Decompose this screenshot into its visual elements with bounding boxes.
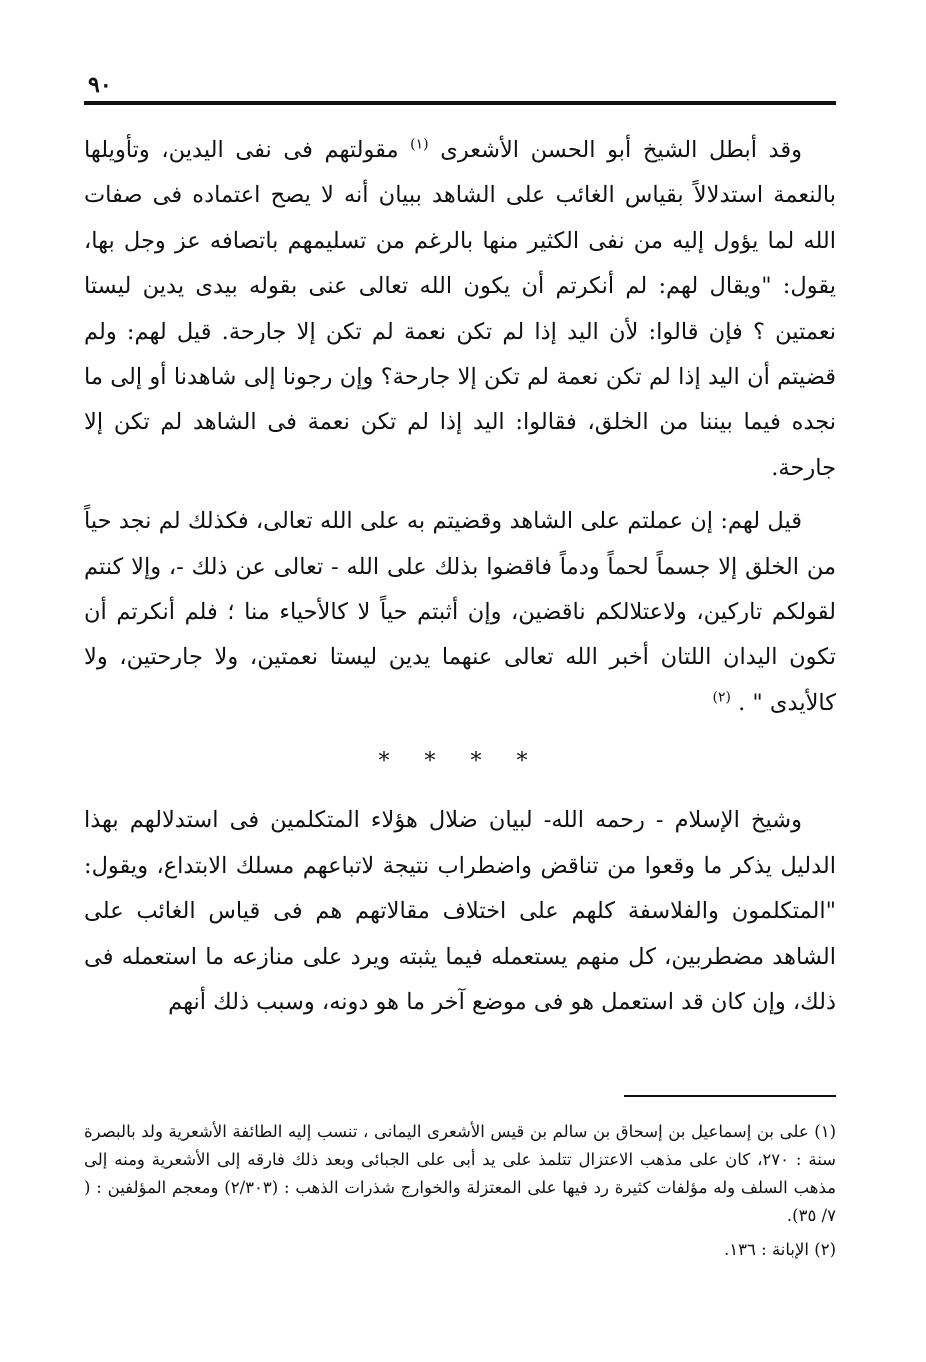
footnote-2: (٢) الإبانة : ١٣٦. bbox=[724, 1240, 836, 1259]
paragraph-3: وشيخ الإسلام - رحمه الله- لبيان ضلال هؤلاء المتكلمين فى استدلالهم بهذا الدليل يذكر ما وقعوا من تناقض واضطراب نتيجة لاتباعهم مسلك الابتداع، ويقول: "المتكلمون والفلاسفة كلهم على اختلاف مقالاتهم هم فى قياس الغائب على الشاهد مضطربين، كل منهم يستعمله فيما يثبته ويرد على منازعه ما استعمله فى ذلك، وإن كان قد استعمل هو فى موضع آخر ما هو دونه، وسبب ذلك أنهم bbox=[84, 807, 836, 1015]
main-text bbox=[84, 128, 836, 1025]
paragraph-2 bbox=[84, 499, 836, 726]
paragraph-1-continued: مقولتهم فى نفى اليدين، وتأويلها بالنعمة استدلالاً بقياس الغائب على الشاهد ببيان أنه لا يصح اعتماده فى صفات الله لما يؤول إليه من نفى الكثير منها بالرغم من تسليمهم باتصافه عز وجل بها، يقول: "ويقال لهم: لم أنكرتم أن يكون الله تعالى عنى بقوله بيدى يدين ليستا نعمتين ؟ فإن قالوا: لأن اليد إذا لم تكن نعمة لم تكن إلا جارحة. قيل لهم: ولم قضيتم أن اليد إذا لم تكن نعمة لم تكن إلا جارحة؟ وإن رجونا إلى شاهدنا أو إلى ما نجده فيما بيننا من الخلق، فقالوا: اليد إذا لم تكن نعمة فى الشاهد لم تكن إلا جارحة. bbox=[84, 137, 836, 481]
footnote-1: (١) على بن إسماعيل بن إسحاق بن سالم بن قيس الأشعرى اليمانى ، تنسب إليه الطائفة الأشعرية ولد بالبصرة سنة : ٢٧٠، كان على مذهب الاعتزال تتلمذ على يد أبى على الجبائى وبعد ذلك فارقه إلى الأشعرية ومنه إلى مذهب السلف وله مؤلفات كثيرة رد فيها على المعتزلة والخوارج شذرات الذهب : (٢/٣٠٣) ومعجم المؤلفين : ( ٧/ ٣٥). bbox=[84, 1122, 836, 1225]
footnote-ref-2: (٢) bbox=[712, 689, 731, 706]
footnotes bbox=[84, 1118, 836, 1270]
footnote-ref-1: (١) bbox=[410, 136, 429, 153]
paragraph-1-text: وقد أبطل الشيخ أبو الحسن الأشعرى bbox=[440, 137, 802, 163]
page-number: ٩٠ bbox=[88, 72, 112, 98]
paragraph-1 bbox=[84, 128, 836, 491]
footnote-rule bbox=[624, 1095, 836, 1097]
section-separator: * * * * bbox=[378, 749, 542, 775]
header-rule bbox=[84, 101, 836, 105]
paragraph-2-text: قيل لهم: إن عملتم على الشاهد وقضيتم به على الله تعالى، فكذلك لم نجد حياً من الخلق إلا جسماً لحماً ودماً فاقضوا بذلك على الله - تعالى عن ذلك -، وإلا كنتم لقولكم تاركين، ولاعتلالكم ناقضين، وإن أثبتم حياً لا كالأحياء منا ؛ فلم أنكرتم أن تكون اليدان اللتان أخبر الله تعالى عنهما يدين ليستا نعمتين، ولا جارحتين، ولا كالأيدى " . bbox=[84, 508, 836, 716]
